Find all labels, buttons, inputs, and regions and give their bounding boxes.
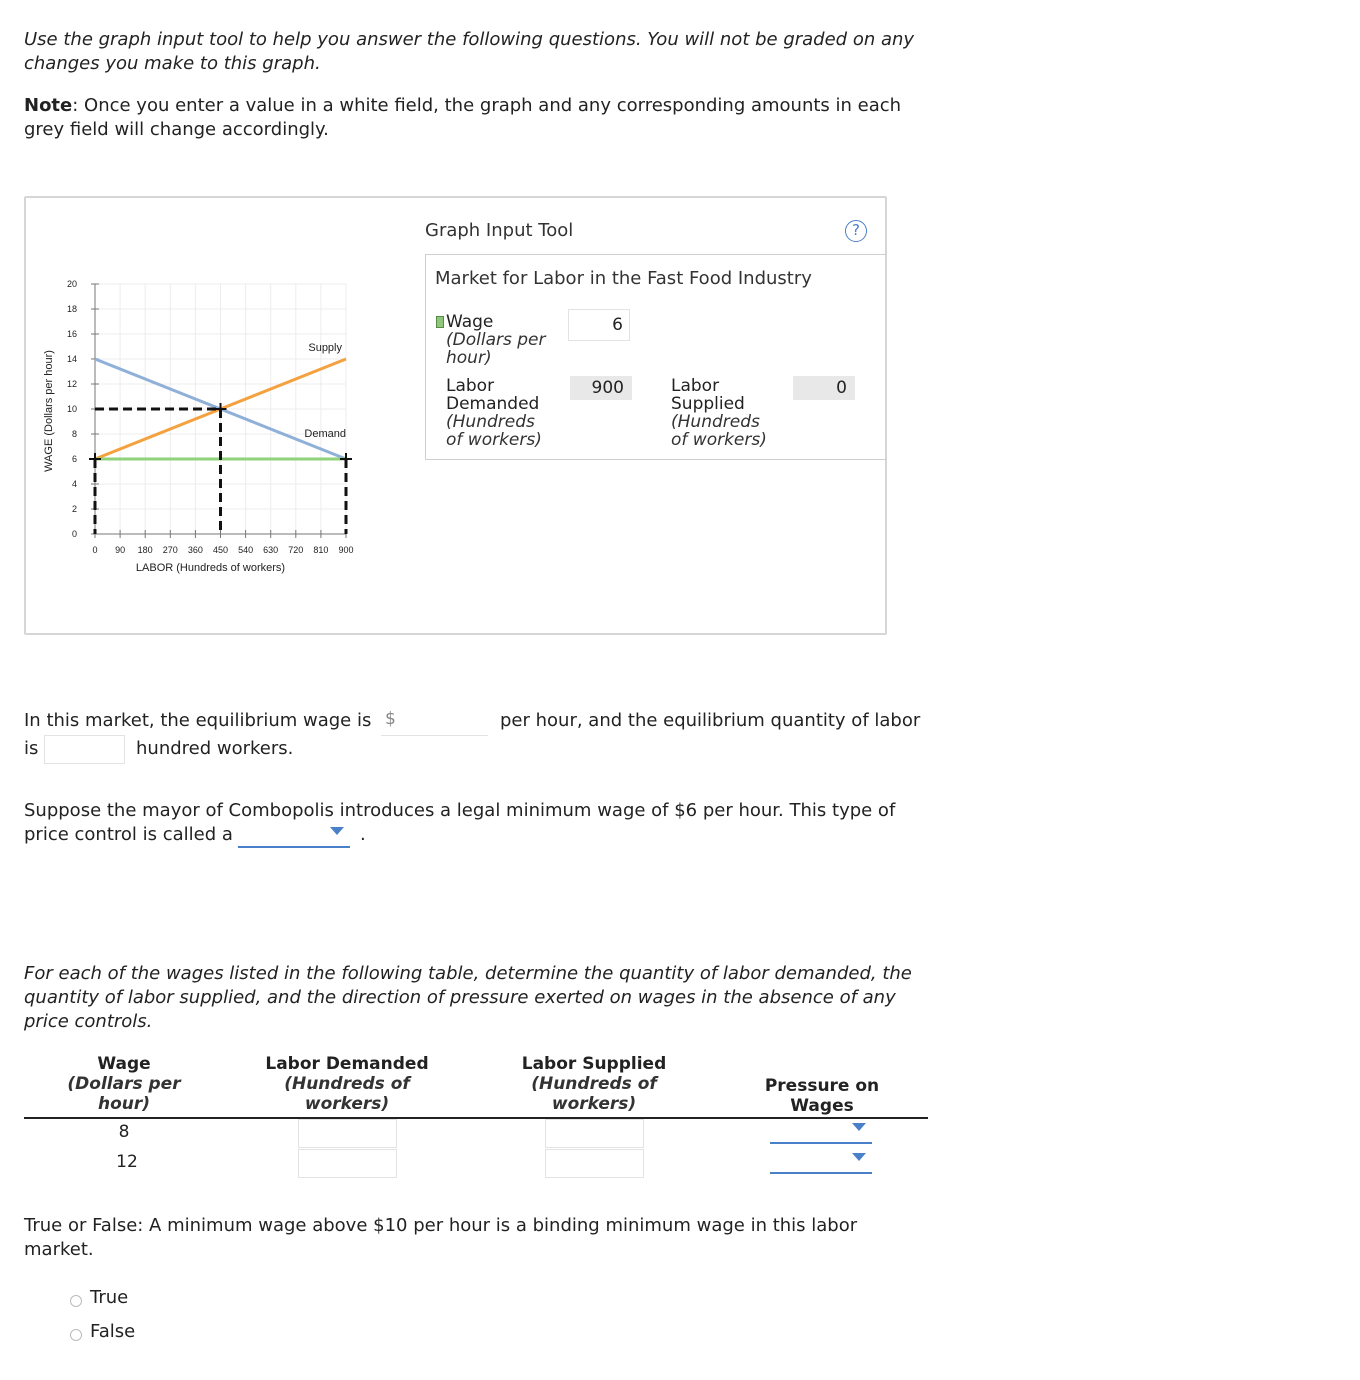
y-tick-label: 18 <box>66 304 77 314</box>
price-control-dropdown[interactable] <box>238 823 350 848</box>
q1-text: hundred workers. <box>136 738 294 759</box>
x-tick-label: 0 <box>92 545 98 555</box>
y-tick-label: 2 <box>71 504 77 514</box>
supply-label: Supply <box>308 342 342 354</box>
option-true-label[interactable]: True <box>90 1287 129 1308</box>
q2-text: Suppose the mayor of Combopolis introduces a legal minimum wage of $6 per hour. This type of price control is called a <box>24 800 896 845</box>
instructions-line: Use the graph input tool to help you answer the following questions. You will not be graded on any <box>24 29 915 50</box>
x-tick-label: 720 <box>288 545 304 555</box>
dollar-sign: $ <box>385 709 396 729</box>
labor-supplied-label: Labor Supplied (Hundreds of workers) <box>671 376 767 450</box>
x-tick-label: 270 <box>162 545 178 555</box>
chevron-down-icon <box>852 1123 866 1131</box>
demand-label: Demand <box>304 428 346 440</box>
y-tick-label: 14 <box>66 354 77 364</box>
labor-demanded-value: 900 <box>570 376 632 400</box>
y-tick-label: 0 <box>71 529 77 539</box>
x-tick-label: 90 <box>115 545 126 555</box>
option-false-label[interactable]: False <box>90 1321 136 1342</box>
equilibrium-wage-input[interactable] <box>381 707 488 736</box>
instructions-line: changes you make to this graph. <box>24 53 321 74</box>
labor-supplied-input[interactable] <box>545 1149 644 1178</box>
y-tick-label: 8 <box>71 429 77 439</box>
chevron-down-icon <box>852 1153 866 1161</box>
x-axis-title: LABOR (Hundreds of workers) <box>135 562 286 574</box>
header-wage: Wage (Dollars per hour) <box>67 1054 181 1114</box>
q1-text: In this market, the equilibrium wage is <box>24 710 372 731</box>
help-icon[interactable]: ? <box>845 220 867 242</box>
q1-text: is <box>24 738 39 759</box>
q4-text: True or False: A minimum wage above $10 per hour is a binding minimum wage in this labor market. <box>24 1215 858 1260</box>
q3-text: For each of the wages listed in the following table, determine the quantity of labor demanded, the quantity of labor supplied, and the direction of pressure exerted on wages in the absence of any price controls. <box>24 963 912 1032</box>
y-axis-title: WAGE (Dollars per hour) <box>43 350 55 472</box>
q1-text: per hour, and the equilibrium quantity of labor <box>500 710 921 731</box>
x-tick-label: 360 <box>187 545 203 555</box>
note-label: Note <box>24 95 73 116</box>
x-tick-label: 900 <box>338 545 354 555</box>
note-text: : Once you enter a value in a white field, the graph and any corresponding amounts in each <box>72 95 902 116</box>
radio-true[interactable] <box>70 1295 82 1307</box>
header-labor-demanded: Labor Demanded (Hundreds of workers) <box>265 1054 429 1114</box>
labor-market-chart[interactable] <box>28 270 418 590</box>
wage-swatch-icon <box>436 316 444 328</box>
x-tick-label: 540 <box>238 545 254 555</box>
tool-title: Graph Input Tool <box>425 220 574 241</box>
header-labor-supplied: Labor Supplied (Hundreds of workers) <box>521 1054 667 1114</box>
y-tick-label: 12 <box>66 379 77 389</box>
labor-demanded-input[interactable] <box>298 1119 397 1148</box>
equilibrium-quantity-input[interactable] <box>44 735 125 764</box>
labor-supplied-value: 0 <box>793 376 855 400</box>
pressure-dropdown[interactable] <box>770 1119 872 1144</box>
table-row-wage: 12 <box>116 1152 138 1172</box>
x-tick-label: 630 <box>263 545 279 555</box>
note <box>24 94 934 142</box>
labor-supplied-input[interactable] <box>545 1119 644 1148</box>
x-tick-label: 180 <box>137 545 153 555</box>
header-pressure: Pressure on Wages <box>764 1076 880 1116</box>
instructions <box>24 28 934 76</box>
note-text: grey field will change accordingly. <box>24 119 329 140</box>
x-tick-label: 450 <box>212 545 229 555</box>
panel-title: Market for Labor in the Fast Food Industry <box>435 268 812 289</box>
y-tick-label: 20 <box>66 279 77 289</box>
table-row-wage: 8 <box>118 1122 130 1142</box>
y-tick-label: 4 <box>71 479 77 489</box>
chevron-down-icon <box>330 827 344 835</box>
wage-input[interactable]: 6 <box>568 309 630 341</box>
y-tick-label: 6 <box>71 454 77 464</box>
radio-false[interactable] <box>70 1329 82 1341</box>
y-tick-label: 16 <box>66 329 77 339</box>
labor-demanded-label: Labor Demanded (Hundreds of workers) <box>446 376 542 450</box>
wage-label: Wage (Dollars per hour) <box>446 312 546 368</box>
q2-period: . <box>360 824 366 845</box>
x-tick-label: 810 <box>313 545 329 555</box>
labor-demanded-input[interactable] <box>298 1149 397 1178</box>
pressure-dropdown[interactable] <box>770 1149 872 1174</box>
y-tick-label: 10 <box>66 404 77 414</box>
